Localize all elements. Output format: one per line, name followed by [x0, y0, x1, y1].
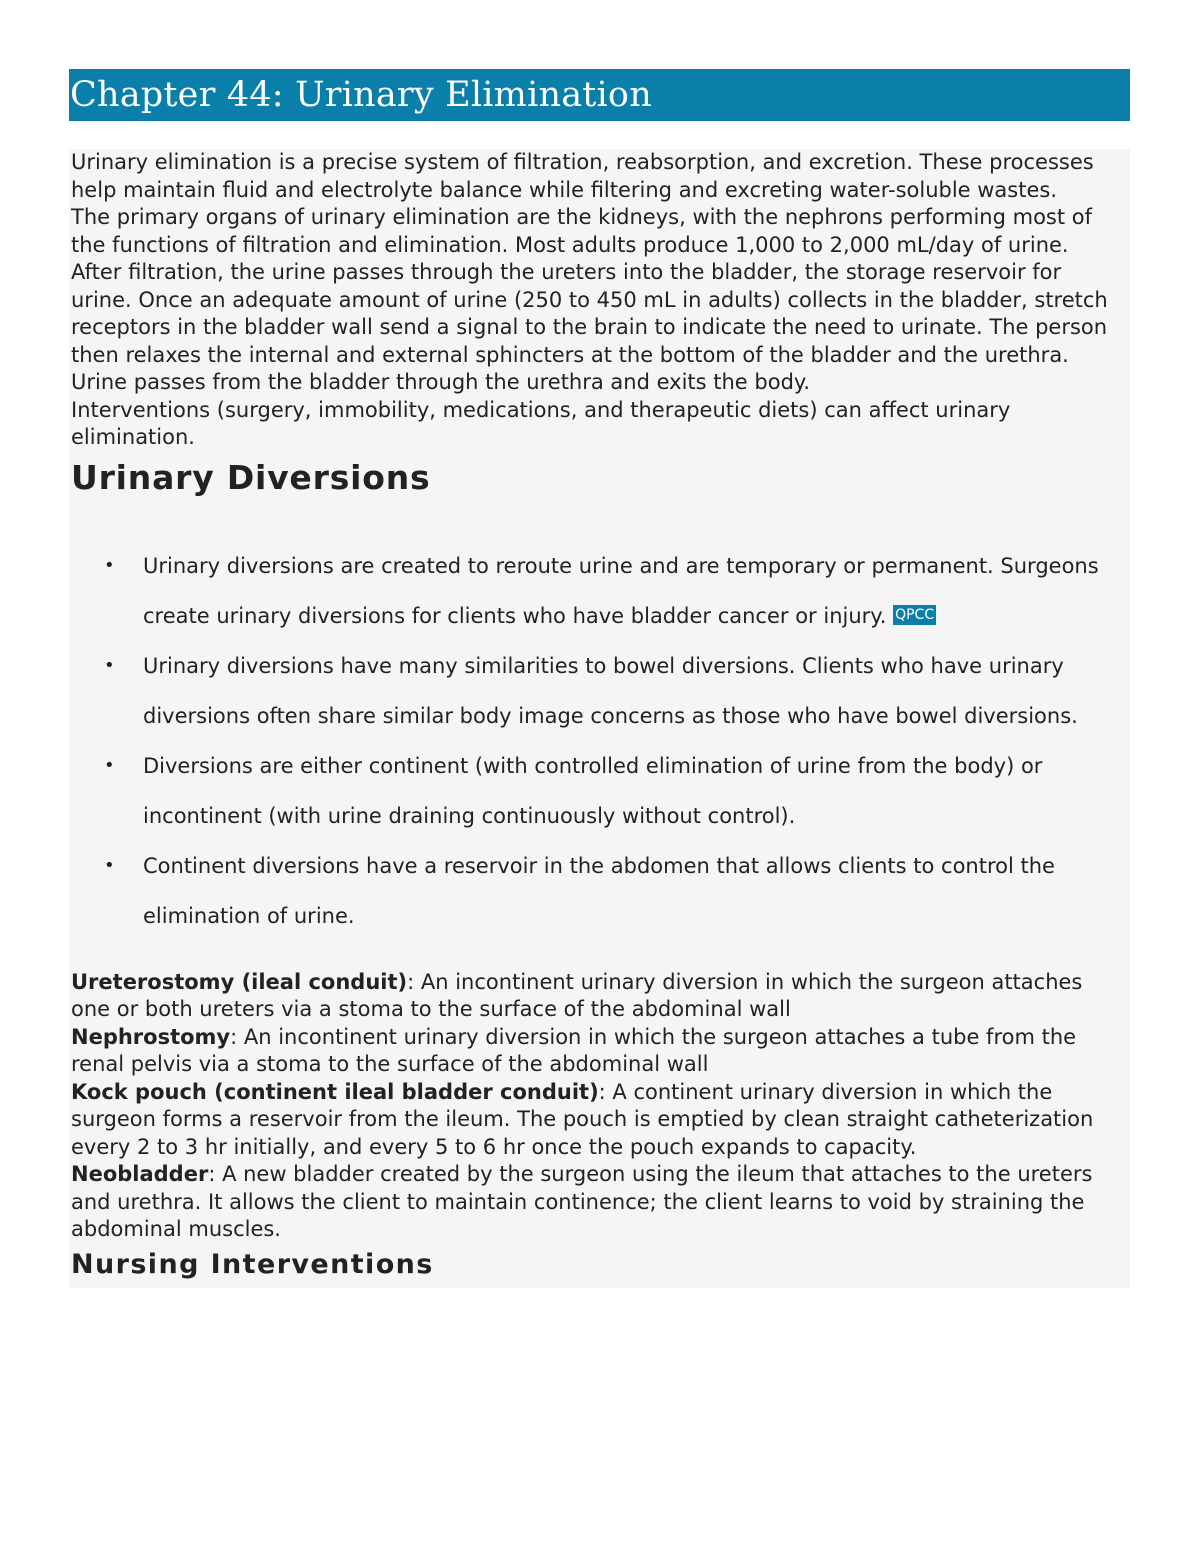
- list-item: [104, 741, 1128, 841]
- content-block: [69, 149, 1130, 1288]
- definition-text: : A new bladder created by the surgeon using the ileum that attaches to the ureters and urethra. It allows the client to maintain continence; the client learns to void by straining the abdominal muscles.: [71, 1162, 1093, 1241]
- definition-term: Neobladder: [71, 1162, 209, 1186]
- bullet-icon: •: [104, 854, 115, 876]
- definition-text: : An incontinent urinary diversion in which the surgeon attaches one or both ureters via a stoma to the surface of the abdominal wall: [71, 969, 1083, 1021]
- definition-term: Nephrostomy: [71, 1024, 231, 1049]
- list-item: [104, 541, 1128, 641]
- definition-neobladder: [71, 1161, 1128, 1244]
- definition-term: Kock pouch (continent ileal bladder conduit): [71, 1079, 599, 1104]
- list-item-text: Urinary diversions are created to reroute urine and are temporary or permanent. Surgeons create urinary diversions for clients who have bladder cancer or injury.: [143, 553, 1099, 628]
- bullet-icon: •: [104, 754, 115, 776]
- definition-kock-pouch: [71, 1079, 1128, 1162]
- definition-text: : A continent urinary diversion in which the surgeon forms a reservoir from the ileum. The pouch is emptied by clean straight catheterization every 2 to 3 hr initially, and every 5 to 6 hr once the pouch expands to capacity.: [71, 1079, 1094, 1159]
- list-item-text: Diversions are either continent (with controlled elimination of urine from the body) or incontinent (with urine draining continuously without control).: [143, 753, 1043, 828]
- urinary-diversions-heading: Urinary Diversions: [71, 457, 431, 497]
- chapter-title-bar: [69, 69, 1130, 121]
- bullet-icon: •: [104, 554, 115, 576]
- list-item: [104, 641, 1128, 741]
- bullet-icon: •: [104, 654, 115, 676]
- definition-term: Ureterostomy (ileal conduit): [71, 969, 408, 994]
- diversions-list-container: [104, 501, 1128, 947]
- diversions-list: [104, 541, 1128, 941]
- definition-nephrostomy: [71, 1024, 1128, 1079]
- intro-paragraph: The primary organs of urinary elimination are the kidneys, with the nephrons performing most of the functions of filtration and elimination. Most adults produce 1,000 to 2,000 mL/day of urine.: [71, 205, 1093, 257]
- list-item-text: Continent diversions have a reservoir in the abdomen that allows clients to control the elimination of urine.: [143, 853, 1055, 928]
- intro-paragraph: Urinary elimination is a precise system of filtration, reabsorption, and excretion. These processes help maintain fluid and electrolyte balance while filtering and excreting water-soluble wastes.: [71, 150, 1094, 202]
- nursing-interventions-heading: Nursing Interventions: [71, 1248, 434, 1280]
- document-page: [69, 69, 1130, 1288]
- definition-text: : An incontinent urinary diversion in which the surgeon attaches a tube from the renal pelvis via a stoma to the surface of the abdominal wall: [71, 1024, 1077, 1076]
- intro-paragraph: After filtration, the urine passes through the ureters into the bladder, the storage reservoir for urine. Once an adequate amount of urine (250 to 450 mL in adults) collects in the bladder, stretch receptors in the bladder wall send a signal to the brain to indicate the need to urinate. The person then relaxes the internal and external sphincters at the bottom of the bladder and the urethra. Urine passes from the bladder through the urethra and exits the body.: [71, 260, 1108, 394]
- qpcc-badge[interactable]: QPCC: [895, 606, 935, 623]
- definition-ureterostomy: [71, 969, 1128, 1024]
- list-item: [104, 841, 1128, 941]
- list-item-text: Urinary diversions have many similarities to bowel diversions. Clients who have urinary diversions often share similar body image concerns as those who have bowel diversions.: [143, 653, 1078, 728]
- intro-paragraph: Interventions (surgery, immobility, medications, and therapeutic diets) can affect urinary elimination.: [71, 397, 1011, 449]
- definitions-block: [71, 969, 1128, 1244]
- chapter-title: Chapter 44: Urinary Elimination: [70, 75, 652, 115]
